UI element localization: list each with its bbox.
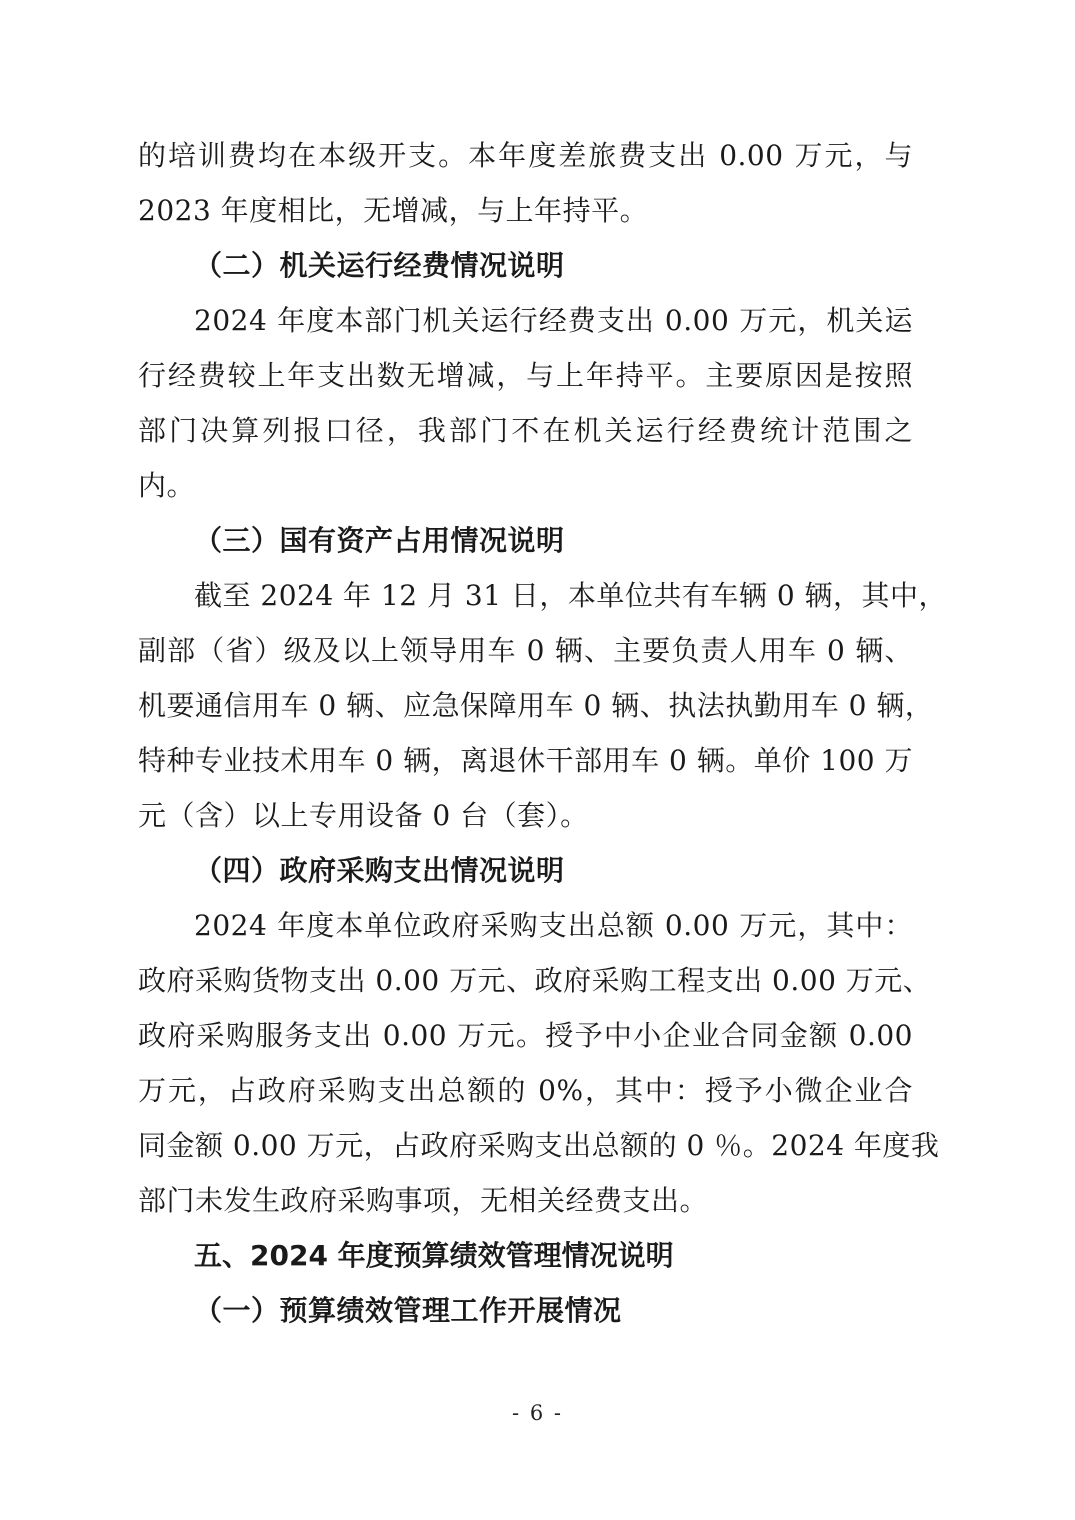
page-number: - 6 - [512,1401,563,1425]
paragraph-state-assets-line: 元（含）以上专用设备 0 台（套）。 [138,799,589,832]
document-body [138,128,948,1338]
paragraph-travel-expense-line: 2023 年度相比，无增减，与上年持平。 [138,194,649,227]
paragraph-state-assets-line: 截至 2024 年 12 月 31 日，本单位共有车辆 0 辆，其中， [194,579,948,612]
paragraph-operating-expense-line: 部门决算列报口径，我部门不在机关运行经费统计范围之 [138,414,913,447]
paragraph-operating-expense-line: 行经费较上年支出数无增减，与上年持平。主要原因是按照 [138,359,913,392]
paragraph-gov-procurement-line: 政府采购货物支出 0.00 万元、政府采购工程支出 0.00 万元、 [138,964,932,997]
paragraph-state-assets-line: 机要通信用车 0 辆、应急保障用车 0 辆、执法执勤用车 0 辆， [138,689,934,722]
paragraph-operating-expense-line: 2024 年度本部门机关运行经费支出 0.00 万元，机关运 [194,304,913,337]
heading-performance-work: （一）预算绩效管理工作开展情况 [194,1294,622,1327]
heading-budget-performance: 五、2024 年度预算绩效管理情况说明 [194,1239,674,1272]
paragraph-gov-procurement-line: 政府采购服务支出 0.00 万元。授予中小企业合同金额 0.00 [138,1019,913,1052]
paragraph-state-assets-line: 特种专业技术用车 0 辆，离退休干部用车 0 辆。单价 100 万 [138,744,913,777]
heading-state-assets: （三）国有资产占用情况说明 [194,524,565,557]
heading-operating-expense: （二）机关运行经费情况说明 [194,249,565,282]
heading-gov-procurement: （四）政府采购支出情况说明 [194,854,565,887]
paragraph-state-assets-line: 副部（省）级及以上领导用车 0 辆、主要负责人用车 0 辆、 [138,634,913,667]
paragraph-gov-procurement-line: 2024 年度本单位政府采购支出总额 0.00 万元，其中： [194,909,913,942]
paragraph-operating-expense-line: 内。 [138,469,196,502]
paragraph-gov-procurement-line: 万元，占政府采购支出总额的 0%，其中：授予小微企业合 [138,1074,913,1107]
paragraph-travel-expense-line: 的培训费均在本级开支。本年度差旅费支出 0.00 万元，与 [138,139,913,172]
paragraph-gov-procurement-line: 同金额 0.00 万元，占政府采购支出总额的 0 ％。2024 年度我 [138,1129,940,1162]
paragraph-gov-procurement-line: 部门未发生政府采购事项，无相关经费支出。 [138,1184,709,1217]
